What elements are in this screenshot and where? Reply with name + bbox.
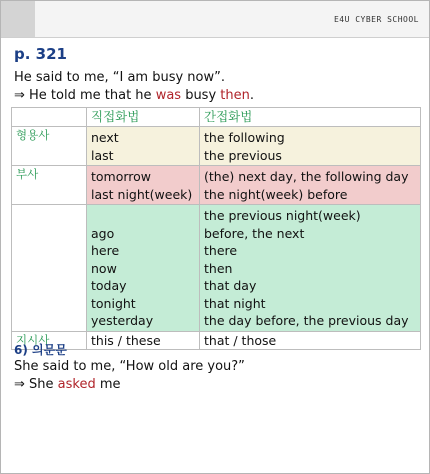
header-category — [12, 108, 87, 127]
list-item: that / those — [204, 332, 277, 348]
row-category: 지시사 — [12, 331, 87, 350]
header-bar — [1, 1, 429, 38]
page-number: p. 321 — [14, 45, 67, 63]
row-indirect-cell — [200, 205, 421, 332]
row-indirect-cell — [200, 166, 421, 205]
list-item: this / these — [91, 332, 161, 348]
example-indirect-sentence — [14, 88, 254, 103]
indirect-prefix: ⇒ He told me that he — [14, 88, 156, 103]
header-logo-block — [1, 1, 35, 37]
row-category: 형용사 — [12, 127, 87, 166]
list-item — [91, 207, 195, 225]
highlight-then: then — [220, 88, 250, 103]
row-indirect-cell — [200, 331, 421, 350]
list-item: the following — [204, 130, 285, 145]
list-item: the previous — [204, 147, 282, 163]
table-row — [12, 127, 421, 166]
list-item: now — [91, 260, 117, 276]
list-item: tonight — [91, 295, 136, 311]
row-direct-cell — [87, 166, 200, 205]
table-header-row — [12, 108, 421, 127]
table-row — [12, 166, 421, 205]
header-indirect: 간접화법 — [200, 108, 421, 127]
question-direct-sentence: She said to me, “How old are you?” — [14, 359, 245, 374]
indirect-end: . — [249, 88, 255, 103]
list-item: the previous night(week) — [204, 208, 361, 223]
list-item: (the) next day, the following day — [204, 169, 409, 184]
list-item: yesterday — [91, 313, 154, 328]
table-row — [12, 205, 421, 332]
row-category — [12, 205, 87, 332]
section-title: 6) 의문문 — [14, 343, 67, 357]
list-item: next — [91, 130, 119, 145]
row-indirect-cell — [200, 127, 421, 166]
list-item: then — [204, 260, 233, 276]
row-direct-cell — [87, 331, 200, 350]
list-item: last night(week) — [91, 186, 193, 202]
list-item: last — [91, 147, 114, 163]
list-item: there — [204, 243, 238, 258]
list-item: that night — [204, 295, 266, 311]
highlight-asked: asked — [57, 377, 96, 392]
list-item: today — [91, 278, 127, 293]
list-item: here — [91, 243, 120, 258]
indirect-prefix: ⇒ She — [14, 377, 58, 392]
list-item: the night(week) before — [204, 186, 348, 202]
question-indirect-sentence — [14, 377, 121, 392]
list-item: ago — [91, 225, 115, 241]
indirect-end: me — [95, 377, 121, 392]
highlight-was: was — [155, 88, 182, 103]
list-item: that day — [204, 278, 257, 293]
table-row — [12, 331, 421, 350]
indirect-mid: busy — [181, 88, 221, 103]
header-direct: 직접화법 — [87, 108, 200, 127]
list-item: before, the next — [204, 225, 305, 241]
brand-label: E4U CYBER SCHOOL — [333, 15, 419, 24]
list-item: the day before, the previous day — [204, 313, 409, 328]
speech-conversion-table — [11, 107, 421, 350]
row-category: 부사 — [12, 166, 87, 205]
row-direct-cell — [87, 205, 200, 332]
list-item: tomorrow — [91, 169, 152, 184]
example-direct-sentence: He said to me, “I am busy now”. — [14, 70, 225, 85]
row-direct-cell — [87, 127, 200, 166]
